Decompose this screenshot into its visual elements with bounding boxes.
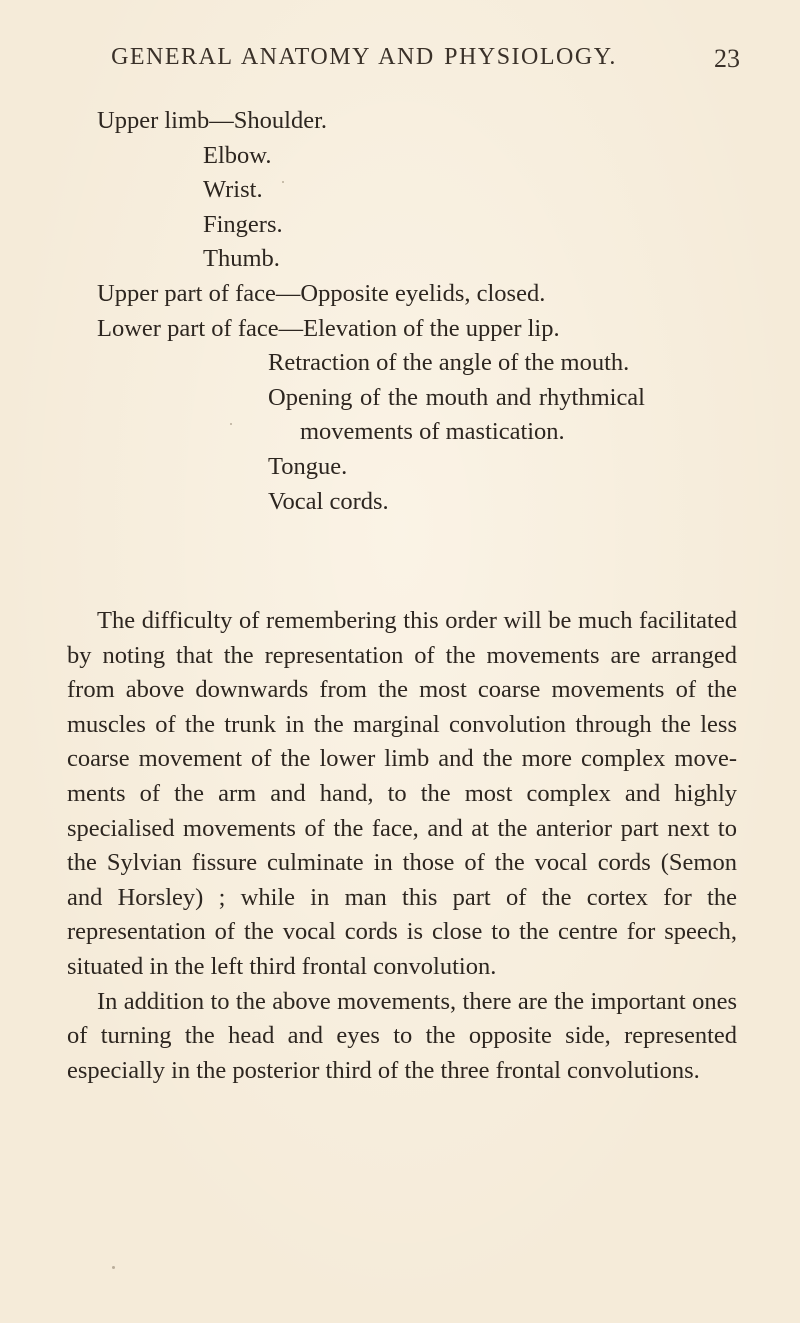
upper-limb-label: Upper limb— (97, 107, 234, 134)
upper-limb-items (234, 104, 737, 139)
list-item: Vocal cords. (268, 487, 389, 515)
lower-face-continuation (97, 346, 737, 519)
movement-order-list (97, 104, 737, 519)
lower-face-items (303, 312, 737, 347)
list-item: Opening of the mouth and rhythmical movements of mastication. (268, 383, 645, 446)
list-item: Fingers. (203, 210, 283, 238)
list-item: Shoulder. (233, 107, 328, 134)
lower-face-entry (97, 312, 737, 347)
paper-speck (230, 423, 232, 425)
list-item: Retraction of the angle of the mouth. (268, 349, 630, 377)
list-item: Opposite eyelids, closed. (300, 279, 546, 307)
upper-limb-entry (97, 104, 737, 139)
list-item: Elevation of the upper lip. (303, 314, 560, 342)
paper-speck (112, 1266, 115, 1269)
list-item: Tongue. (268, 452, 348, 480)
upper-face-items (300, 277, 737, 312)
list-item: Thumb. (203, 245, 280, 273)
upper-face-label: Upper part of face— (97, 279, 301, 307)
paragraph: In addition to the above movements, there are the important ones of turning the head and eyes to the opposite side, represented especially in the posterior third of the three frontal convolutions. (67, 987, 737, 1084)
list-item: Wrist. (203, 176, 263, 204)
paragraph: The difficulty of remembering this order will be much facilitated by noting that the representation of the movements are arranged from above downwards from the most coarse movements of the muscles of the trunk in the marginal convolution through the less coarse movement of the lower limb and the more complex movements of the arm and hand, to the most complex and highly specialised movements of the face, and at the anterior part next to the Sylvian fissure culminate in those of the vocal cords (Semon and Horsley) ; while in man this part of the cortex for the representation of the vocal cords is close to the centre for speech, situated in the left third frontal convolution. (67, 607, 737, 980)
lower-face-label: Lower part of face— (97, 314, 304, 342)
paper-speck (282, 181, 284, 183)
running-title: GENERAL ANATOMY AND PHYSIOLOGY. (111, 44, 617, 70)
list-item: Elbow. (203, 141, 272, 169)
page-number: 23 (714, 44, 740, 73)
running-head (60, 44, 740, 84)
body-text (67, 604, 737, 1088)
upper-face-entry (97, 277, 737, 312)
upper-limb-continuation (97, 139, 737, 277)
